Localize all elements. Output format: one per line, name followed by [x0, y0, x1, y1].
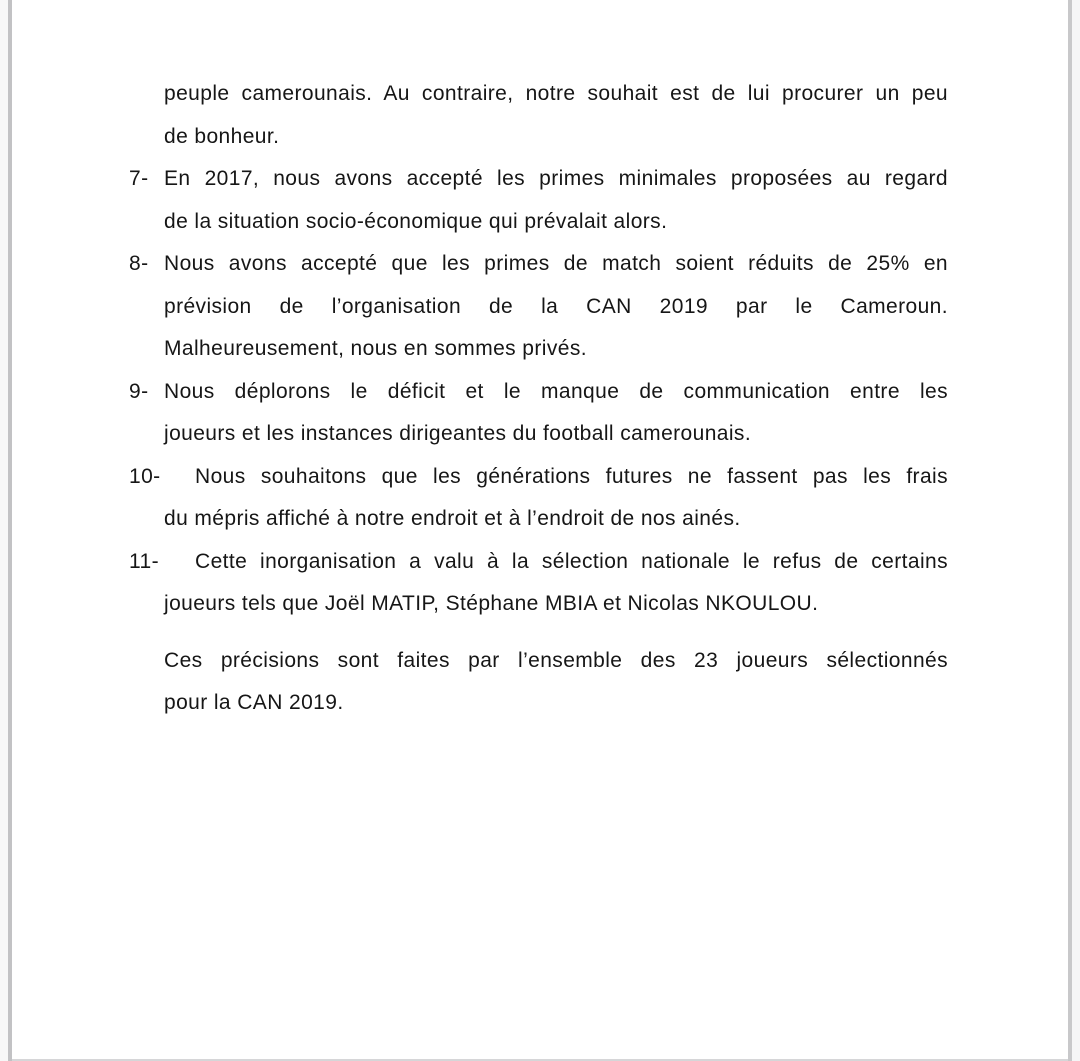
text-line: En 2017, nous avons accepté les primes minimales proposées au regard [164, 167, 948, 190]
closing-paragraph [164, 640, 948, 725]
text-line: joueurs et les instances dirigeantes du football camerounais. [164, 422, 752, 445]
list-item-11 [129, 541, 948, 626]
list-item-8 [129, 243, 948, 371]
paragraph-continuation [164, 73, 948, 158]
text-line: de la situation socio-économique qui prévalait alors. [164, 209, 668, 233]
list-item-9 [129, 371, 948, 456]
text-line: Nous avons accepté que les primes de match soient réduits de 25% en [164, 252, 948, 275]
list-number: 9- [129, 379, 149, 403]
list-number: 11- [129, 549, 159, 573]
page-edge-strip-left [0, 0, 8, 1061]
text-line: Malheureusement, nous en sommes privés. [164, 337, 587, 360]
text-line: Cette inorganisation a valu à la sélection nationale le refus de certains [195, 549, 948, 573]
text-line: pour la CAN 2019. [164, 691, 344, 714]
document-text [129, 73, 948, 725]
list-number: 8- [129, 252, 149, 275]
text-line: joueurs tels que Joël MATIP, Stéphane MBIA et Nicolas NKOULOU. [164, 592, 819, 615]
text-line: du mépris affiché à notre endroit et à l’endroit de nos ainés. [164, 507, 741, 530]
list-item-7 [129, 158, 948, 243]
text-line: de bonheur. [164, 124, 280, 148]
text-line: Nous souhaitons que les générations futures ne fassent pas les frais [195, 464, 948, 488]
page-edge-line-left [8, 0, 12, 1061]
text-line: Ces précisions sont faites par l’ensemble des 23 joueurs sélectionnés [164, 648, 948, 672]
list-item-10 [129, 456, 948, 541]
list-number: 10- [129, 464, 161, 488]
text-line: prévision de l’organisation de la CAN 2019 par le Cameroun. [164, 294, 948, 318]
list-number: 7- [129, 167, 149, 190]
page-edge-strip-right [1072, 0, 1080, 1061]
text-line: peuple camerounais. Au contraire, notre souhait est de lui procurer un peu [164, 82, 948, 105]
text-line: Nous déplorons le déficit et le manque de communication entre les [164, 379, 948, 403]
